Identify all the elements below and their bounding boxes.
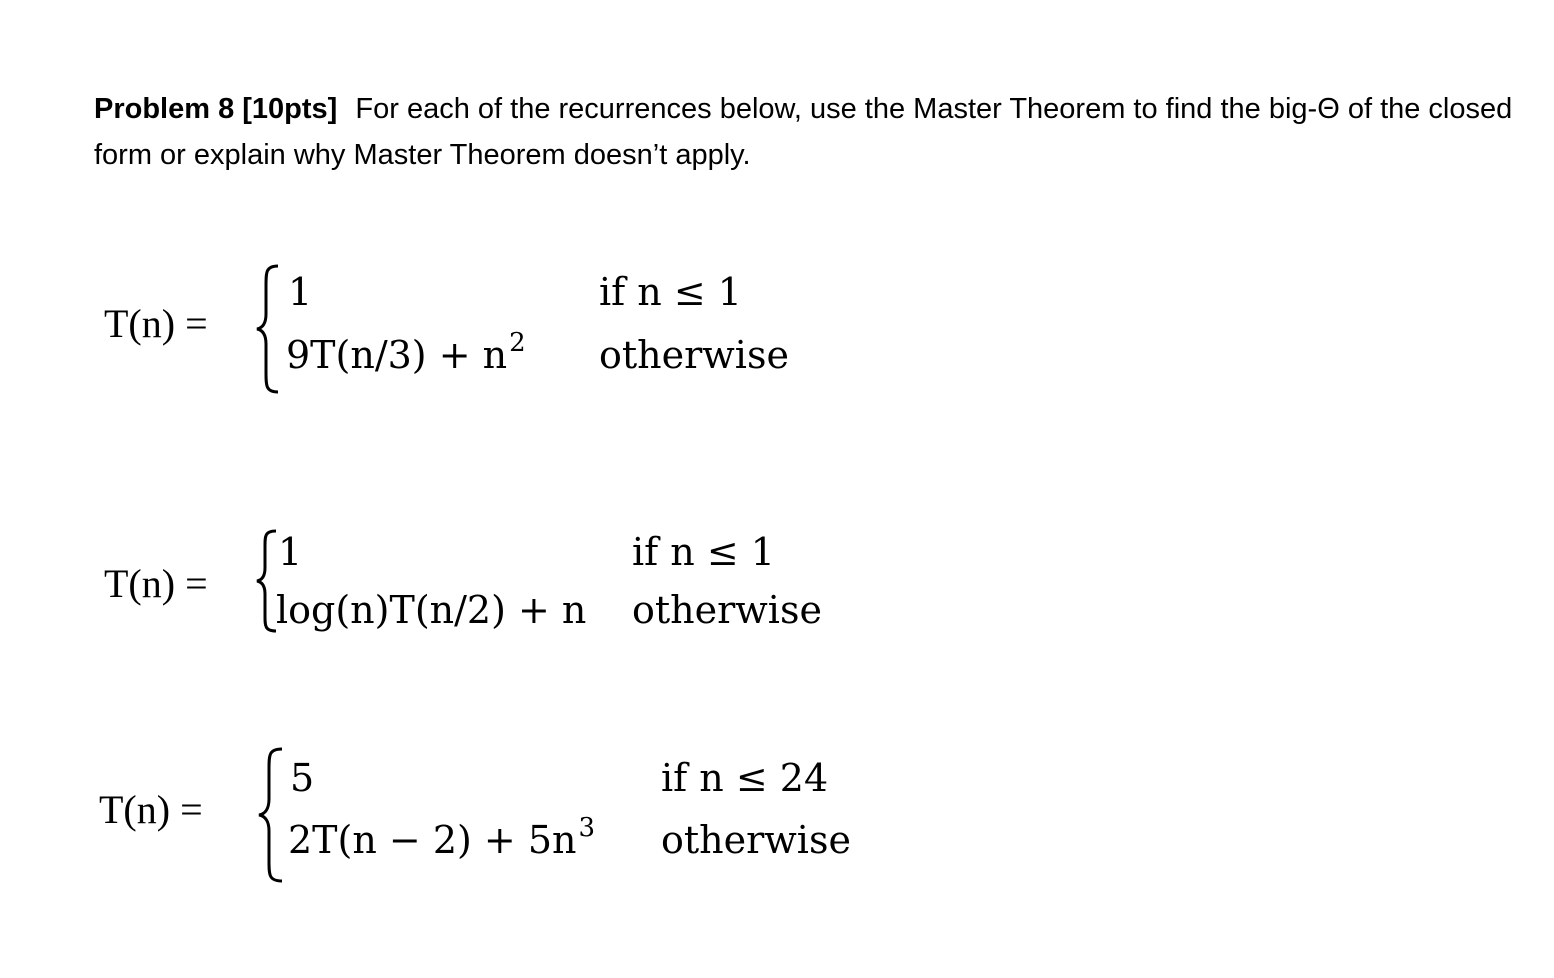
recurrence-2-base-condition: if n ≤ 1 bbox=[632, 530, 775, 574]
recurrence-3-lhs: T(n) = bbox=[99, 787, 203, 832]
recurrence-1-base-condition: if n ≤ 1 bbox=[599, 270, 742, 314]
recurrence-1-base-value: 1 bbox=[288, 270, 313, 314]
recurrence-2-recursive-condition: otherwise bbox=[632, 588, 822, 632]
recurrence-2-recursive-value: log(n)T(n/2) + n bbox=[276, 588, 587, 632]
recurrence-3-base-value: 5 bbox=[290, 756, 315, 800]
left-brace-icon bbox=[254, 262, 282, 396]
recurrence-2-base-value: 1 bbox=[278, 530, 303, 574]
recurrence-3-recursive-condition: otherwise bbox=[661, 818, 851, 862]
recurrence-3-base-condition: if n ≤ 24 bbox=[661, 756, 829, 800]
problem-statement bbox=[94, 86, 1514, 178]
recurrence-1-lhs: T(n) = bbox=[104, 301, 208, 346]
left-brace-icon bbox=[256, 745, 286, 885]
problem-heading: Problem 8 [10pts] bbox=[94, 93, 338, 125]
problem-text: For each of the recurrences below, use the Master Theorem to find the big-Θ of the closed form or explain why Master Theorem doesn’t apply. bbox=[94, 93, 1513, 171]
recurrence-1-recursive-condition: otherwise bbox=[599, 333, 789, 377]
recurrence-2-lhs: T(n) = bbox=[104, 561, 208, 606]
recurrence-1-recursive-value: $9T(n/3) + n^2$ bbox=[286, 328, 526, 377]
recurrence-3-recursive-value: $2T(n - 2) + 5n^3$ bbox=[288, 813, 596, 862]
